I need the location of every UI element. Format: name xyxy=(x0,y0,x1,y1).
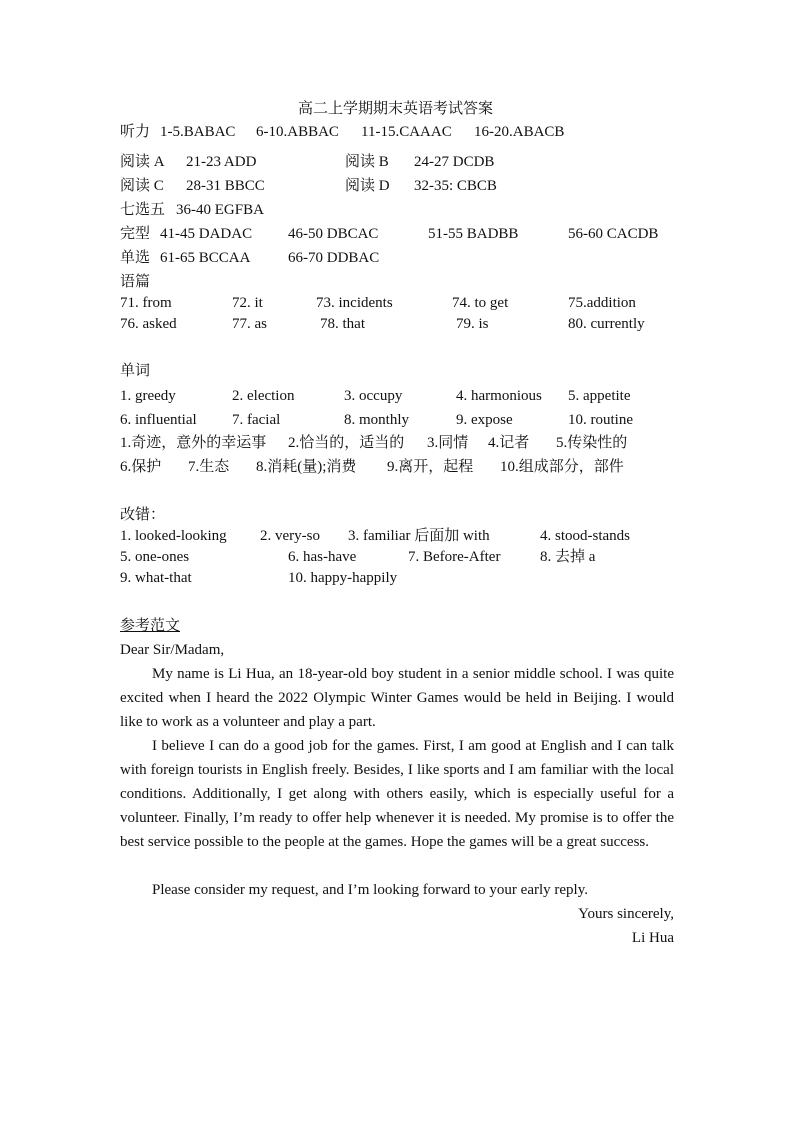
single-choice-answer: 61-65 BCCAA xyxy=(160,250,251,266)
essay-paragraph: I believe I can do a good job for the games. First, I am good at English and I can talk with foreign tourists in English freely. Besides, I like sports and I am familiar with the local conditions. Additionally, I get along with others easily, which is especially useful for a volunteer. Finally, I’m ready to offer help whenever it is needed. My promise is to offer the best service possible to the people at the games. Hope the games will be a great success. xyxy=(120,738,674,850)
cloze-label: 完型 xyxy=(120,226,151,242)
correction-answer: 2. very-so xyxy=(260,528,320,544)
cloze-answer: 46-50 DBCAC xyxy=(288,226,379,242)
essay-greeting: Dear Sir/Madam, xyxy=(120,642,225,658)
page-title: 高二上学期期末英语考试答案 xyxy=(298,101,494,117)
vocab-answer: 1. greedy xyxy=(120,388,176,404)
cloze-answer: 56-60 CACDB xyxy=(568,226,659,242)
correction-answer: 3. familiar 后面加 with xyxy=(348,528,490,544)
correction-answer: 4. stood-stands xyxy=(540,528,630,544)
vocab-cn-answer: 3.同情 xyxy=(427,435,469,451)
passage-answer: 77. as xyxy=(232,316,267,332)
reading-b-label: 阅读 B xyxy=(345,154,389,170)
single-choice-answer: 66-70 DDBAC xyxy=(288,250,380,266)
reading-c-answer: 28-31 BBCC xyxy=(186,178,265,194)
listening-answer: 6-10.ABBAC xyxy=(256,124,339,140)
cloze-answer: 41-45 DADAC xyxy=(160,226,253,242)
vocab-cn-answer: 5.传染性的 xyxy=(556,435,628,451)
correction-label: 改错： xyxy=(120,507,166,523)
correction-answer: 8. 去掉 a xyxy=(540,549,596,565)
single-choice-label: 单选 xyxy=(120,250,151,266)
passage-label: 语篇 xyxy=(120,274,151,290)
reading-b-answer: 24-27 DCDB xyxy=(414,154,495,170)
passage-answer: 71. from xyxy=(120,295,172,311)
vocab-answer: 5. appetite xyxy=(568,388,631,404)
vocab-answer: 9. expose xyxy=(456,412,513,428)
vocab-cn-answer: 9.离开，起程 xyxy=(387,459,474,475)
vocab-answer: 3. occupy xyxy=(344,388,403,404)
vocab-answer: 4. harmonious xyxy=(456,388,542,404)
passage-answer: 78. that xyxy=(320,316,365,332)
passage-answer: 72. it xyxy=(232,295,263,311)
vocab-answer: 2. election xyxy=(232,388,295,404)
vocab-label: 单词 xyxy=(120,363,151,379)
reading-a-answer: 21-23 ADD xyxy=(186,154,257,170)
vocab-answer: 10. routine xyxy=(568,412,633,428)
cloze-answer: 51-55 BADBB xyxy=(428,226,519,242)
passage-answer: 74. to get xyxy=(452,295,509,311)
essay-paragraph: My name is Li Hua, an 18-year-old boy student in a senior middle school. I was quite excited when I heard the 2022 Olympic Winter Games would be held in Beijing. I would like to work as a volunteer and play a part. xyxy=(120,666,674,730)
seven-choose-five-answer: 36-40 EGFBA xyxy=(176,202,264,218)
listening-answer: 16-20.ABACB xyxy=(474,124,565,140)
essay-paragraph: Please consider my request, and I’m looking forward to your early reply. xyxy=(152,882,588,898)
reading-d-answer: 32-35: CBCB xyxy=(414,178,497,194)
passage-answer: 75.addition xyxy=(568,295,636,311)
correction-answer: 5. one-ones xyxy=(120,549,190,565)
vocab-answer: 7. facial xyxy=(232,412,281,428)
vocab-cn-answer: 10.组成部分，部件 xyxy=(500,459,624,475)
listening-answer: 1-5.BABAC xyxy=(160,124,236,140)
correction-answer: 10. happy-happily xyxy=(288,570,398,586)
reading-c-label: 阅读 C xyxy=(120,178,164,194)
reading-a-label: 阅读 A xyxy=(120,154,165,170)
vocab-cn-answer: 1.奇迹，意外的幸运事 xyxy=(120,435,267,451)
vocab-cn-answer: 6.保护 xyxy=(120,459,162,475)
essay-closing: Yours sincerely, xyxy=(578,906,674,922)
passage-answer: 79. is xyxy=(456,316,489,332)
correction-answer: 9. what-that xyxy=(120,570,192,586)
listening-label: 听力 xyxy=(120,124,151,140)
vocab-answer: 8. monthly xyxy=(344,412,410,428)
passage-answer: 76. asked xyxy=(120,316,177,332)
vocab-cn-answer: 8.消耗(量);消费 xyxy=(256,459,357,475)
passage-answer: 73. incidents xyxy=(316,295,393,311)
essay-label: 参考范文 xyxy=(120,618,181,634)
essay-signature: Li Hua xyxy=(631,930,674,946)
correction-answer: 7. Before-After xyxy=(408,549,501,565)
vocab-cn-answer: 4.记者 xyxy=(488,435,530,451)
vocab-answer: 6. influential xyxy=(120,412,197,428)
correction-answer: 1. looked-looking xyxy=(120,528,227,544)
passage-answer: 80. currently xyxy=(568,316,645,332)
correction-answer: 6. has-have xyxy=(288,549,357,565)
vocab-cn-answer: 2.恰当的，适当的 xyxy=(288,435,405,451)
listening-answer: 11-15.CAAAC xyxy=(361,124,452,140)
reading-d-label: 阅读 D xyxy=(345,178,390,194)
seven-choose-five-label: 七选五 xyxy=(120,202,166,218)
vocab-cn-answer: 7.生态 xyxy=(188,459,230,475)
